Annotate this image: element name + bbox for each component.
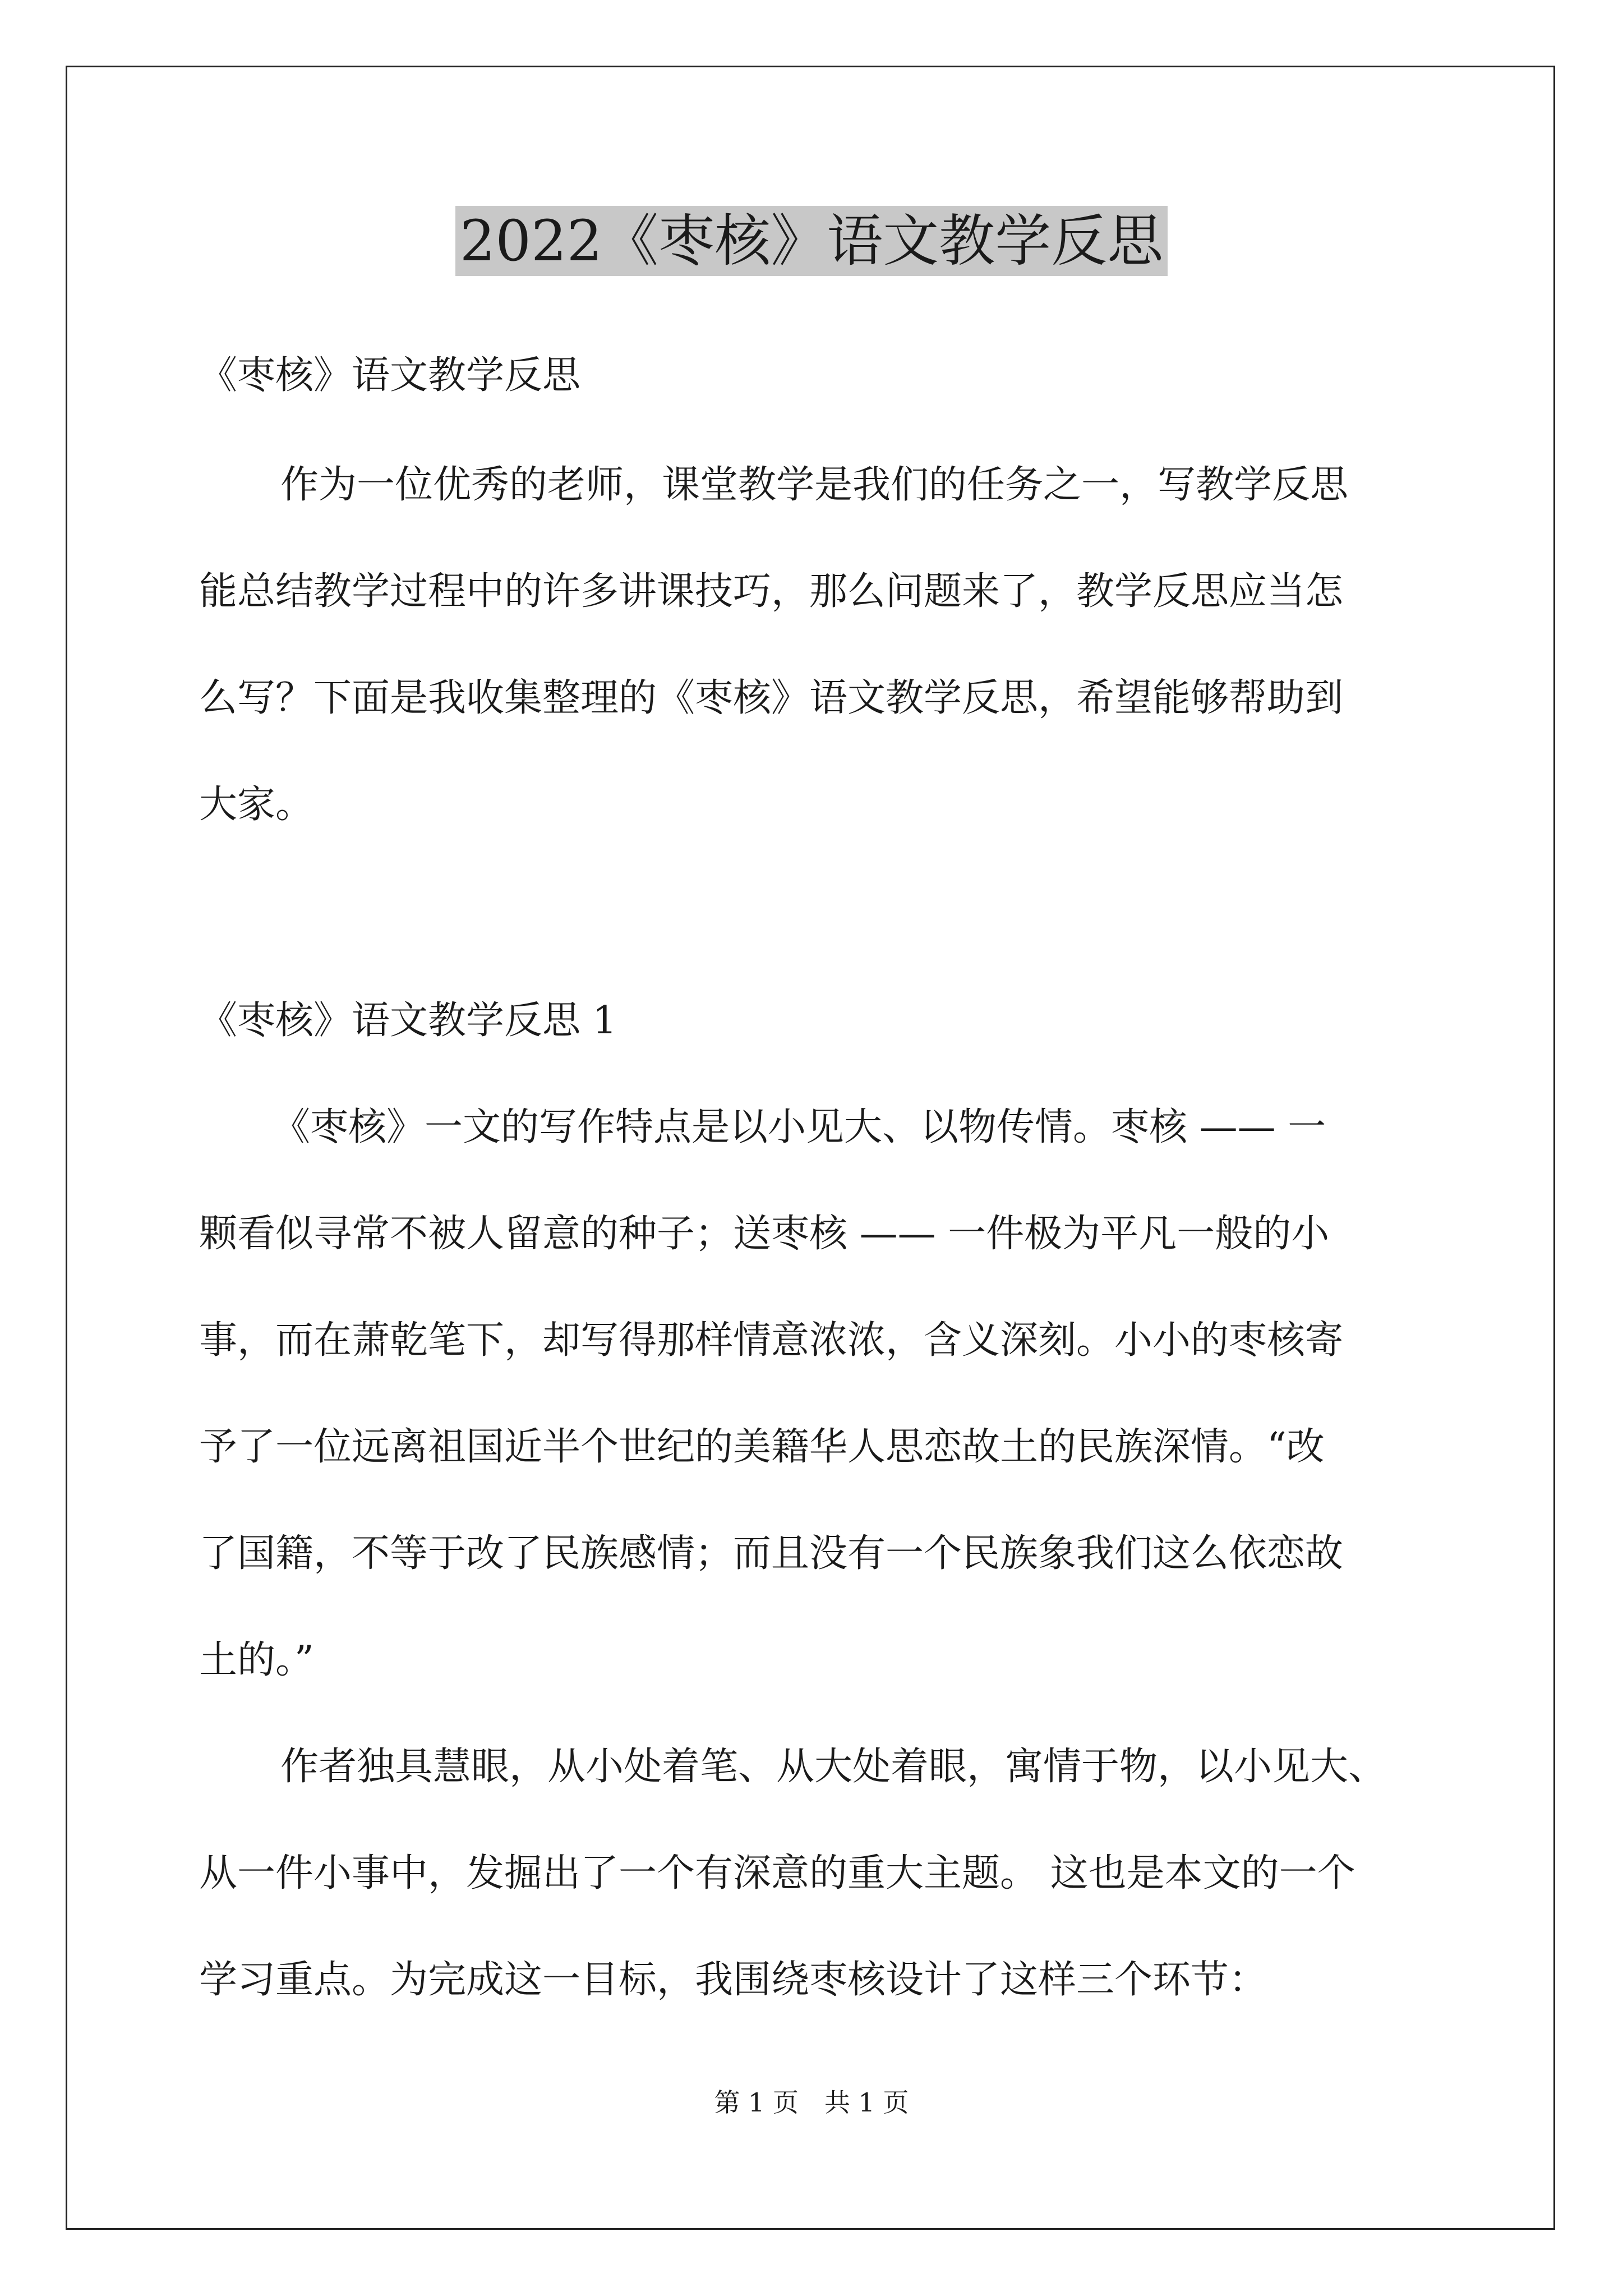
paragraph-line: 事，而在萧乾笔下，却写得那样情意浓浓，含义深刻。小小的枣核寄 <box>199 1318 1344 1363</box>
paragraph-line: 颗看似寻常不被人留意的种子；送枣核 —— 一件极为平凡一般的小 <box>199 1212 1330 1256</box>
paragraph-line: 作为一位优秀的老师，课堂教学是我们的任务之一，写教学反思 <box>280 463 1349 507</box>
paragraph-line: 么写？下面是我收集整理的《枣核》语文教学反思，希望能够帮助到 <box>199 676 1344 720</box>
paragraph-line: 予了一位远离祖国近半个世纪的美籍华人思恋故土的民族深情。“改 <box>199 1425 1325 1469</box>
document-title <box>0 202 1623 280</box>
paragraph-line: 作者独具慧眼，从小处着笔、从大处着眼，寓情于物，以小见大、 <box>280 1745 1387 1789</box>
paragraph-line: 大家。 <box>199 783 314 827</box>
paragraph-line: 土的。” <box>199 1638 314 1682</box>
section-heading-1: 《枣核》语文教学反思 1 <box>199 999 617 1043</box>
paragraph-line: 学习重点。为完成这一目标，我围绕枣核设计了这样三个环节： <box>199 1958 1267 2002</box>
paragraph-line: 能总结教学过程中的许多讲课技巧，那么问题来了，教学反思应当怎 <box>199 569 1344 614</box>
section-heading-intro: 《枣核》语文教学反思 <box>199 353 581 398</box>
page-footer: 第 1 页 共 1 页 <box>714 2087 909 2118</box>
paragraph-line: 《枣核》一文的写作特点是以小见大、以物传情。枣核 —— 一 <box>272 1105 1326 1149</box>
document-title-text: 2022《枣核》语文教学反思 <box>455 206 1168 276</box>
paragraph-line: 从一件小事中，发掘出了一个有深意的重大主题。 这也是本文的一个 <box>199 1851 1355 1895</box>
paragraph-line: 了国籍，不等于改了民族感情；而且没有一个民族象我们这么依恋故 <box>199 1531 1344 1576</box>
